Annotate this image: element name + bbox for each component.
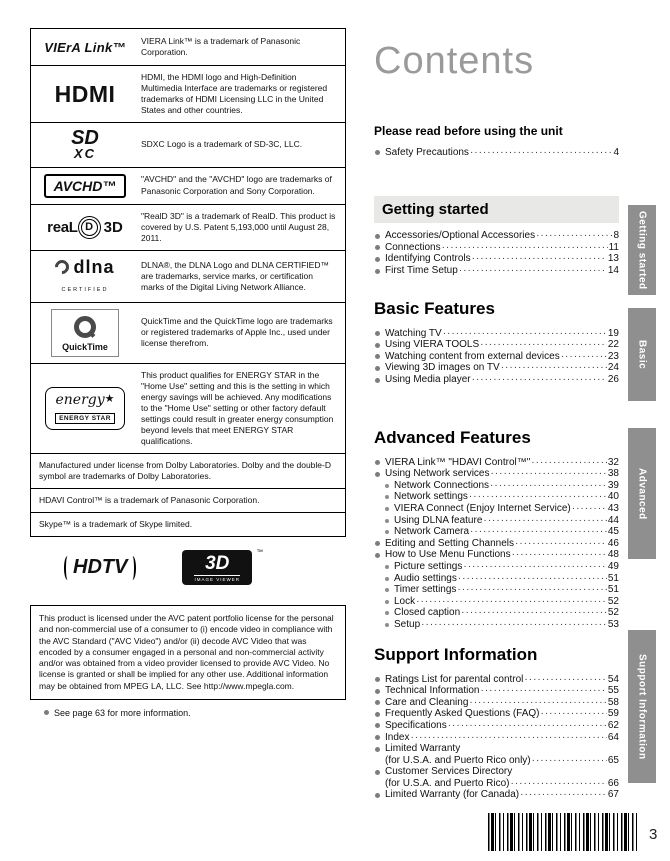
bullet-icon bbox=[375, 245, 380, 250]
3d-viewer-tm: ™ bbox=[256, 549, 263, 557]
toc-page-number: 44 bbox=[607, 514, 619, 526]
toc-section bbox=[374, 196, 619, 276]
toc-page-number: 38 bbox=[607, 468, 619, 480]
toc-item-label: Viewing 3D images on TV bbox=[385, 362, 500, 374]
bullet-icon bbox=[385, 611, 389, 615]
toc-page-number: 49 bbox=[607, 560, 619, 572]
toc-page-number: 8 bbox=[613, 230, 619, 242]
toc-item bbox=[374, 351, 619, 363]
trademark-table bbox=[30, 28, 346, 537]
hdmi-logo-icon bbox=[31, 75, 139, 114]
toc-item bbox=[374, 584, 619, 596]
bullet-icon bbox=[385, 507, 389, 511]
side-tab-support-information: Support Information bbox=[628, 630, 656, 783]
energy-star-star-icon: ★ bbox=[104, 391, 115, 405]
section-heading: Support Information bbox=[374, 644, 538, 664]
toc-section bbox=[374, 645, 619, 802]
3d-viewer-sub-text: IMAGE VIEWER bbox=[194, 577, 240, 583]
toc-item bbox=[374, 743, 619, 766]
toc-item bbox=[374, 526, 619, 538]
toc-item bbox=[374, 720, 619, 732]
toc-page-number: 51 bbox=[607, 572, 619, 584]
bullet-icon bbox=[385, 588, 389, 592]
toc-item-label: Using VIERA TOOLS bbox=[385, 339, 480, 351]
toc-section bbox=[374, 299, 619, 386]
toc-item-label: Using DLNA feature bbox=[394, 514, 483, 526]
sdxc-logo-top: SD bbox=[71, 127, 99, 150]
bullet-icon bbox=[375, 793, 380, 798]
toc-page-number: 51 bbox=[607, 584, 619, 596]
reald-logo-real: reaL bbox=[47, 218, 78, 236]
toc-item bbox=[374, 549, 619, 561]
hdtv-paren-left-shape bbox=[64, 556, 71, 580]
toc-item bbox=[374, 732, 619, 744]
dlna-logo-icon bbox=[31, 251, 139, 302]
avchd-logo-text: AVCHD™ bbox=[44, 174, 127, 198]
dot-leader bbox=[458, 573, 607, 585]
dot-leader bbox=[469, 491, 607, 503]
dot-leader bbox=[520, 789, 607, 801]
toc-page-number: 22 bbox=[607, 339, 619, 351]
trademark-text: HDAVI Control™ is a trademark of Panasonic Corporation. bbox=[39, 495, 260, 506]
toc-page-number: 45 bbox=[607, 526, 619, 538]
trademark-row-hdavi bbox=[31, 489, 345, 513]
toc-page-number: 52 bbox=[607, 595, 619, 607]
toc-item-label: Closed caption bbox=[394, 607, 461, 619]
reald-logo-icon bbox=[31, 209, 139, 245]
bullet-icon bbox=[385, 623, 389, 627]
section-heading: Please read before using the unit bbox=[374, 123, 563, 138]
page-number: 3 bbox=[649, 826, 658, 843]
toc-page-number: 11 bbox=[608, 241, 619, 253]
bullet-icon bbox=[375, 269, 380, 274]
toc-item bbox=[374, 697, 619, 709]
3d-viewer-top-text: 3D bbox=[205, 553, 230, 575]
toc-item-label: How to Use Menu Functions bbox=[385, 549, 511, 561]
dot-leader bbox=[470, 526, 607, 538]
trademark-row-dlna bbox=[31, 251, 345, 303]
toc-item bbox=[374, 607, 619, 619]
section-heading: Advanced Features bbox=[374, 427, 531, 447]
toc-item-label: Limited Warranty (for Canada) bbox=[385, 789, 520, 801]
toc-sections bbox=[374, 124, 619, 801]
toc-item-label: Timer settings bbox=[394, 584, 457, 596]
dot-leader bbox=[511, 778, 607, 790]
toc-item bbox=[374, 253, 619, 265]
dot-leader bbox=[532, 755, 607, 767]
toc-page-number: 66 bbox=[607, 777, 619, 789]
dlna-logo-text: dlna bbox=[73, 256, 115, 277]
trademark-row-avchd bbox=[31, 168, 345, 205]
toc-page-number: 43 bbox=[607, 503, 619, 514]
sdxc-logo-icon bbox=[31, 123, 139, 166]
toc-item-label: VIERA Link™ "HDAVI Control™" bbox=[385, 456, 531, 468]
energy-star-label: ENERGY STAR bbox=[55, 413, 115, 424]
toc-item-label: Watching content from external devices bbox=[385, 350, 560, 362]
dot-leader bbox=[501, 362, 607, 374]
toc-item-label: Ratings List for parental control bbox=[385, 673, 524, 685]
toc-item bbox=[374, 685, 619, 697]
hdtv-logo-icon bbox=[64, 556, 136, 580]
toc-item-label: Identifying Controls bbox=[385, 253, 471, 265]
bullet-icon bbox=[385, 530, 389, 534]
bullet-icon bbox=[375, 700, 380, 705]
dot-leader bbox=[531, 457, 607, 469]
toc-item-label: Safety Precautions bbox=[385, 146, 469, 158]
toc-item bbox=[374, 708, 619, 720]
trademark-row-viera-link bbox=[31, 29, 345, 66]
toc-item bbox=[374, 674, 619, 686]
toc-item-label: (for U.S.A. and Puerto Rico only) bbox=[385, 754, 531, 766]
toc-page-number: 14 bbox=[607, 265, 619, 277]
side-tab-basic: Basic bbox=[628, 308, 656, 401]
toc-item bbox=[374, 468, 619, 480]
bullet-icon bbox=[375, 770, 380, 775]
quicktime-logo-text: QuickTime bbox=[62, 341, 108, 352]
bullet-icon bbox=[375, 366, 380, 371]
toc-page-number: 53 bbox=[607, 618, 619, 630]
trademark-row-hdmi bbox=[31, 66, 345, 123]
toc-item bbox=[374, 503, 619, 515]
toc-page-number: 39 bbox=[607, 479, 619, 491]
dlna-swirl-icon bbox=[53, 257, 73, 277]
toc-page-number: 62 bbox=[607, 719, 619, 731]
toc-page-number: 58 bbox=[607, 696, 619, 708]
dot-leader bbox=[469, 697, 606, 709]
bullet-icon bbox=[385, 519, 389, 523]
toc-item bbox=[374, 242, 619, 254]
toc-item bbox=[374, 596, 619, 608]
toc-item bbox=[374, 480, 619, 492]
trademark-column bbox=[30, 28, 346, 718]
bullet-icon bbox=[375, 460, 380, 465]
toc-item bbox=[374, 457, 619, 469]
toc-item-label: Editing and Setting Channels bbox=[385, 537, 514, 549]
toc-item-label: Customer Services Directory bbox=[385, 766, 513, 778]
toc-page-number: 24 bbox=[607, 362, 619, 374]
toc-page-number: 59 bbox=[607, 708, 619, 720]
toc-page-number: 23 bbox=[607, 350, 619, 362]
dot-leader bbox=[472, 374, 607, 386]
bullet-icon bbox=[375, 354, 380, 359]
quicktime-q-icon bbox=[74, 316, 96, 338]
toc-page-number: 54 bbox=[607, 673, 619, 685]
toc-item-label: Using Network services bbox=[385, 468, 490, 480]
avchd-logo-icon bbox=[31, 168, 139, 204]
dot-leader bbox=[536, 230, 612, 242]
toc-item bbox=[374, 230, 619, 242]
toc-item-label: Technical Information bbox=[385, 685, 480, 697]
energy-star-logo-icon bbox=[31, 381, 139, 436]
dot-leader bbox=[463, 561, 607, 573]
toc-item bbox=[374, 328, 619, 340]
bullet-icon bbox=[375, 723, 380, 728]
toc-item-label: Setup bbox=[394, 618, 421, 630]
bullet-icon bbox=[375, 150, 380, 155]
toc-item-label: Frequently Asked Questions (FAQ) bbox=[385, 708, 540, 720]
dot-leader bbox=[483, 515, 606, 527]
dot-leader bbox=[541, 708, 607, 720]
page-title: Contents bbox=[374, 40, 535, 82]
toc-item bbox=[374, 561, 619, 573]
dot-leader bbox=[421, 619, 607, 631]
3d-image-viewer-logo-icon bbox=[182, 549, 263, 585]
toc-item bbox=[374, 374, 619, 386]
toc-item-label: (for U.S.A. and Puerto Rico) bbox=[385, 777, 510, 789]
dot-leader bbox=[480, 339, 607, 351]
bullet-icon bbox=[385, 565, 389, 569]
barcode bbox=[488, 813, 640, 851]
section-heading: Getting started bbox=[374, 196, 619, 223]
bullet-icon bbox=[375, 712, 380, 717]
toc-item-label: Care and Cleaning bbox=[385, 696, 469, 708]
side-tab-getting-started: Getting started bbox=[628, 205, 656, 295]
trademark-text: Skype™ is a trademark of Skype limited. bbox=[39, 519, 193, 530]
toc-item-label: VIERA Connect (Enjoy Internet Service) bbox=[394, 503, 571, 514]
dlna-certified-text: CERTIFIED bbox=[61, 286, 109, 293]
see-page-note-text: See page 63 for more information. bbox=[54, 707, 191, 718]
trademark-text: DLNA®, the DLNA Logo and DLNA CERTIFIED™ are trademarks, service marks, or certification marks of the Digital Living Network Alliance. bbox=[141, 259, 329, 292]
toc-page-number: 32 bbox=[607, 456, 619, 468]
bullet-icon bbox=[375, 234, 380, 239]
bullet-icon bbox=[375, 747, 380, 752]
toc-page-number: 55 bbox=[607, 685, 619, 697]
section-heading: Basic Features bbox=[374, 298, 495, 318]
bullet-icon bbox=[385, 577, 389, 581]
toc-item-label: Connections bbox=[385, 241, 441, 253]
viera-link-logo-icon bbox=[31, 29, 139, 65]
bullet-icon bbox=[375, 343, 380, 348]
toc-item-label: Network Connections bbox=[394, 479, 490, 491]
bullet-icon bbox=[375, 472, 380, 477]
toc-item bbox=[374, 573, 619, 585]
dot-leader bbox=[490, 468, 606, 480]
toc-item-label: Specifications bbox=[385, 719, 447, 731]
toc-page-number: 13 bbox=[607, 253, 619, 265]
bullet-icon bbox=[44, 710, 49, 715]
bullet-icon bbox=[385, 600, 389, 604]
dot-leader bbox=[461, 607, 607, 619]
toc-item bbox=[374, 265, 619, 277]
toc-item-label: Accessories/Optional Accessories bbox=[385, 230, 536, 242]
toc-item-label: Using Media player bbox=[385, 374, 471, 386]
bullet-icon bbox=[385, 484, 389, 488]
toc-page-number: 4 bbox=[613, 146, 619, 158]
trademark-row-skype bbox=[31, 513, 345, 536]
trademark-text: VIERA Link™ is a trademark of Panasonic Corporation. bbox=[141, 35, 301, 57]
toc-section bbox=[374, 124, 619, 159]
toc-section bbox=[374, 428, 619, 631]
bullet-icon bbox=[375, 257, 380, 262]
toc-item-label: First Time Setup bbox=[385, 265, 458, 277]
viera-link-logo-text: VIErA Link™ bbox=[44, 39, 126, 55]
toc-page-number: 26 bbox=[607, 374, 619, 386]
dot-leader bbox=[457, 584, 606, 596]
dot-leader bbox=[490, 480, 607, 492]
trademark-row-dolby bbox=[31, 454, 345, 489]
dot-leader bbox=[443, 328, 607, 340]
toc-item bbox=[374, 515, 619, 527]
toc-item bbox=[374, 491, 619, 503]
dot-leader bbox=[524, 674, 606, 686]
reald-logo-3d: 3D bbox=[103, 218, 123, 236]
energy-star-script: energy bbox=[55, 391, 105, 408]
dot-leader bbox=[459, 265, 607, 277]
trademark-text: Manufactured under license from Dolby Laboratories. Dolby and the double-D symbol are trademarks of Dolby Laboratories. bbox=[39, 460, 331, 482]
bullet-icon bbox=[385, 495, 389, 499]
toc-item bbox=[374, 789, 619, 801]
toc-item bbox=[374, 362, 619, 374]
dot-leader bbox=[442, 242, 608, 254]
trademark-text: QuickTime and the QuickTime logo are trademarks or registered trademarks of Apple Inc., used under license therefrom. bbox=[141, 316, 333, 349]
dot-leader bbox=[515, 538, 607, 550]
reald-logo-d: D bbox=[81, 219, 98, 236]
dot-leader bbox=[561, 351, 607, 363]
toc-item bbox=[374, 339, 619, 351]
trademark-text: "AVCHD" and the "AVCHD" logo are trademarks of Panasonic Corporation and Sony Corporation. bbox=[141, 174, 332, 196]
toc-item bbox=[374, 766, 619, 789]
toc-page-number: 40 bbox=[607, 491, 619, 503]
toc-item-label: Watching TV bbox=[385, 327, 442, 339]
toc-item-label: Limited Warranty bbox=[385, 743, 461, 755]
dot-leader bbox=[472, 253, 607, 265]
bullet-icon bbox=[375, 331, 380, 336]
toc-page-number: 46 bbox=[607, 537, 619, 549]
toc-item bbox=[374, 147, 619, 159]
trademark-text: HDMI, the HDMI logo and High-Definition Multimedia Interface are trademarks or registered trademarks of HDMI Licensing LLC in the United States and other countries. bbox=[141, 72, 328, 116]
bullet-icon bbox=[375, 553, 380, 558]
bullet-icon bbox=[375, 735, 380, 740]
side-tab-advanced: Advanced bbox=[628, 428, 656, 559]
avc-license-box: This product is licensed under the AVC patent portfolio license for the personal and non-commercial use of a consumer to (i) encode video in compliance with the AVC Standard ("AVC Video") and/or (ii) decode AVC Video that was encoded by a consumer engaged in a personal and non-commercial activity and/or was obtained from a video provider licensed to provide AVC Video. No license is granted or shall be implied for any other use. Additional information may be obtained from MPEG LA, LLC. See http://www.mpegla.com. bbox=[30, 605, 346, 700]
trademark-row-sdxc bbox=[31, 123, 345, 167]
toc-item-label: Index bbox=[385, 731, 410, 743]
toc-page-number: 48 bbox=[607, 549, 619, 561]
sdxc-logo-bottom: XC bbox=[73, 146, 97, 162]
quicktime-logo-icon bbox=[31, 303, 139, 363]
toc-item-label: Network Camera bbox=[394, 526, 470, 538]
bullet-icon bbox=[375, 541, 380, 546]
bullet-icon bbox=[375, 378, 380, 383]
trademark-row-quicktime bbox=[31, 303, 345, 364]
toc-page-number: 64 bbox=[607, 731, 619, 743]
dot-leader bbox=[448, 720, 607, 732]
toc-item-label: Network settings bbox=[394, 491, 468, 503]
dot-leader bbox=[416, 596, 607, 608]
toc-item-label: Audio settings bbox=[394, 572, 457, 584]
hdtv-logo-text: HDTV bbox=[73, 556, 128, 579]
bullet-icon bbox=[375, 677, 380, 682]
dot-leader bbox=[512, 549, 607, 561]
trademark-row-energy-star bbox=[31, 364, 345, 454]
toc-page-number: 65 bbox=[607, 754, 619, 766]
toc-page-number: 67 bbox=[607, 789, 619, 801]
toc-page-number: 52 bbox=[607, 607, 619, 619]
toc-item bbox=[374, 538, 619, 550]
trademark-text: SDXC Logo is a trademark of SD-3C, LLC. bbox=[141, 139, 303, 150]
dot-leader bbox=[481, 685, 607, 697]
contents-column bbox=[374, 28, 619, 801]
dot-leader bbox=[410, 732, 606, 744]
toc-page-number: 19 bbox=[607, 327, 619, 339]
dot-leader bbox=[572, 503, 607, 515]
bullet-icon bbox=[375, 689, 380, 694]
trademark-text: "RealD 3D" is a trademark of RealD. This product is covered by U.S. Patent 5,193,000 until August 28, 2011. bbox=[141, 210, 336, 243]
logos-row bbox=[30, 537, 346, 598]
trademark-row-reald bbox=[31, 205, 345, 251]
trademark-text: This product qualifies for ENERGY STAR in the "Home Use" setting and this is the setting in which energy savings will be achieved. Any modifications to the "Home Use" setting or other factory default settings could result in greater energy consumption beyond levels that meet ENERGY STAR qualifications. bbox=[141, 369, 334, 446]
hdmi-logo-text: HDMI bbox=[54, 80, 116, 107]
toc-item bbox=[374, 619, 619, 631]
hdtv-paren-right-shape bbox=[129, 556, 136, 580]
see-page-note bbox=[30, 700, 346, 718]
dot-leader bbox=[470, 147, 613, 159]
toc-item-label: Picture settings bbox=[394, 560, 463, 572]
toc-item-label: Lock bbox=[394, 595, 416, 607]
